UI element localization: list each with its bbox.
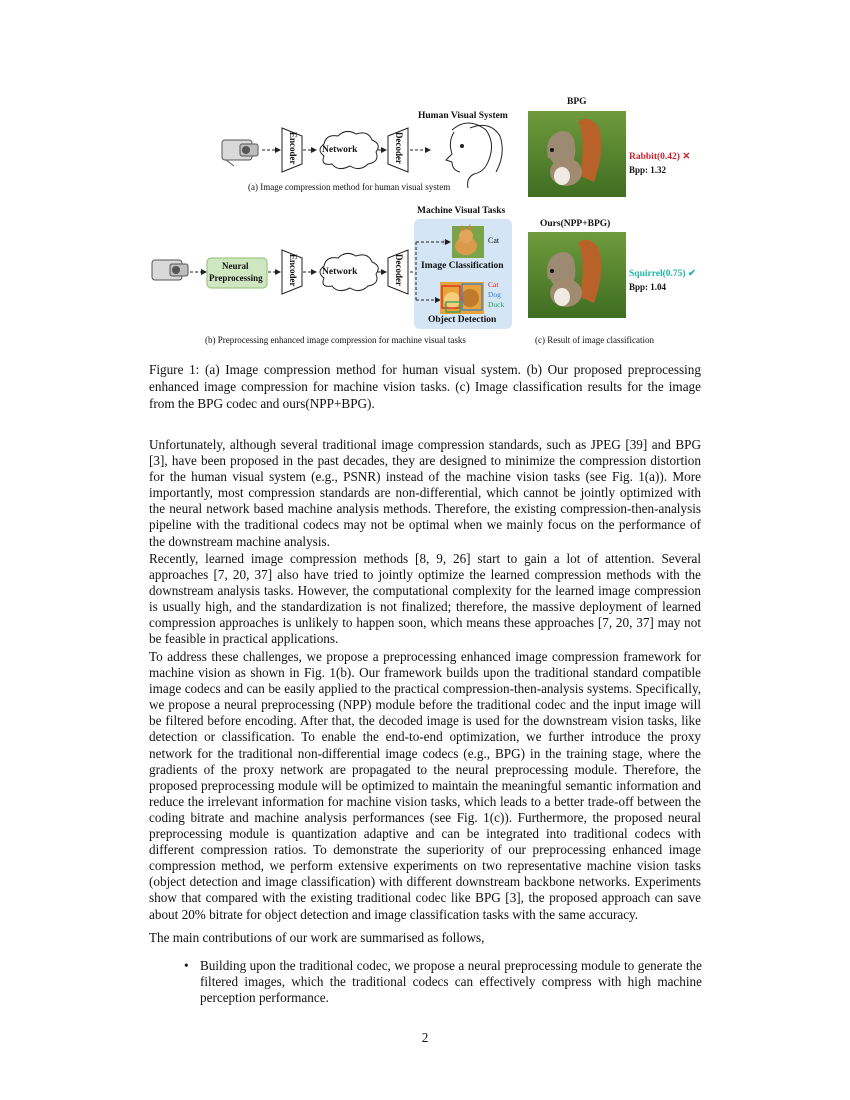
- camera-icon-a: [222, 140, 258, 166]
- figure-caption: Figure 1: (a) Image compression method for human visual system. (b) Our proposed preprocessing enhanced image compression for machine vision tasks. (c) Image classification results for the image from the BPG codec and ours(NPP+BPG).: [149, 362, 701, 411]
- contribution-list-item: [184, 958, 702, 1006]
- paragraph-4: The main contributions of our work are summarised as follows,: [149, 930, 485, 945]
- bpg-title: BPG: [567, 97, 587, 107]
- decoder-label-a: Decoder: [394, 132, 404, 164]
- detection-image: [440, 282, 484, 314]
- network-label-b: Network: [322, 267, 358, 277]
- image-classification-label: Image Classification: [421, 261, 504, 271]
- decoder-label-b: Decoder: [394, 254, 404, 286]
- det-label-duck: Duck: [488, 300, 505, 309]
- det-label-dog: Dog: [488, 290, 501, 299]
- squirrel-image-bpg: [528, 111, 626, 197]
- panel-a-caption: (a) Image compression method for human visual system: [248, 182, 451, 192]
- bpg-prediction: Rabbit(0.42) ✕: [629, 152, 691, 162]
- preprocessing-label-2: Preprocessing: [209, 273, 263, 283]
- encoder-label-b: Encoder: [288, 254, 298, 287]
- figure-1: [0, 0, 850, 350]
- bullet-icon: •: [184, 958, 189, 973]
- encoder-label-a: Encoder: [288, 132, 298, 165]
- panel-b-caption: (b) Preprocessing enhanced image compression for machine visual tasks: [205, 335, 466, 345]
- ours-bpp: Bpp: 1.04: [629, 282, 667, 292]
- cat-image: [452, 224, 484, 258]
- paragraph-3: To address these challenges, we propose a preprocessing enhanced image compression framework for machine vision as shown in Fig. 1(b). Our framework builds upon the traditional standard compatible image codecs and can be easily applied to the practical compression-then-analysis systems. Specifically, we propose a neural preprocessing (NPP) module before the traditional codec and the input image will be filtered before encoding. After that, the decoded image is used for the downstream vision tasks, like detection or classification. To enable the end-to-end optimization, we further introduce the proxy network for the traditional non-differential image codecs (e.g., BPG) in the training stage, where the gradients of the proxy network are propagated to the neural preprocessing module. Therefore, the proposed preprocessing module will be optimized to maintain the meaningful semantic information and reduce the irrelevant information for machine vision tasks, which leads to a better trade-off between the coding bitrate and machine analysis performances (see Fig. 1(c)). Furthermore, the proposed neural preprocessing module is quantization adaptive and can be integrated into traditional codecs with different compression ratios. To demonstrate the superiority of our preprocessing enhanced image compression method, we perform extensive experiments on two representative machine vision tasks (object detection and image classification) with different downstream backbone networks. Experiments show that compared with the existing traditional codec like BPG [3], the proposed approach can save about 20% bitrate for object detection and image classification tasks with the same accuracy.: [149, 649, 701, 922]
- panel-a-title: Human Visual System: [418, 111, 508, 121]
- panel-b-title: Machine Visual Tasks: [417, 206, 506, 216]
- object-detection-label: Object Detection: [428, 315, 497, 325]
- figure-diagram: [0, 0, 850, 350]
- check-icon: ✔: [687, 269, 696, 279]
- cls-label-cat: Cat: [488, 236, 500, 245]
- contribution-text: Building upon the traditional codec, we propose a neural preprocessing module to generate the filtered images, which the traditional codecs can effectively compress with high machine perception performance.: [200, 958, 702, 1006]
- bpg-bpp: Bpp: 1.32: [629, 165, 667, 175]
- ours-title: Ours(NPP+BPG): [540, 219, 611, 229]
- paragraph-2: Recently, learned image compression methods [8, 9, 26] start to gain a lot of attention. Several approaches [7, 20, 37] also have tried to jointly optimize the learned compression methods with the downstream analysis tasks. However, the computational complexity for the learned image compression is usually high, and the standardization is not finalized; therefore, the massive deployment of learned compression approaches is unlikely to happen soon, which means these approaches [7, 20, 37] may not be feasible in practical applications.: [149, 551, 701, 647]
- paragraph-1: Unfortunately, although several traditional image compression standards, such as JPEG [39] and BPG [3], have been proposed in the past decades, they are designed to minimize the compression distortion for the human visual system (e.g., PSNR) instead of the machine vision tasks (see Fig. 1(a)). More importantly, most compression standards are non-differential, which cannot be jointly optimized with the neural network based machine analysis methods. Therefore, the existing compression-then-analysis pipeline with the traditional codecs may not be optimal when we mainly focus on the performance of the downstream machine analysis.: [149, 437, 701, 549]
- preprocessing-label-1: Neural: [222, 261, 249, 271]
- cross-icon: ✕: [682, 152, 691, 162]
- human-face-icon: [446, 123, 502, 188]
- page-number: 2: [421, 1030, 429, 1045]
- ours-prediction: Squirrel(0.75) ✔: [629, 269, 696, 279]
- det-label-cat: Cat: [488, 280, 499, 289]
- camera-icon-b: [152, 260, 188, 280]
- network-label-a: Network: [322, 145, 358, 155]
- squirrel-image-ours: [528, 232, 626, 318]
- panel-c-caption: (c) Result of image classification: [535, 335, 654, 345]
